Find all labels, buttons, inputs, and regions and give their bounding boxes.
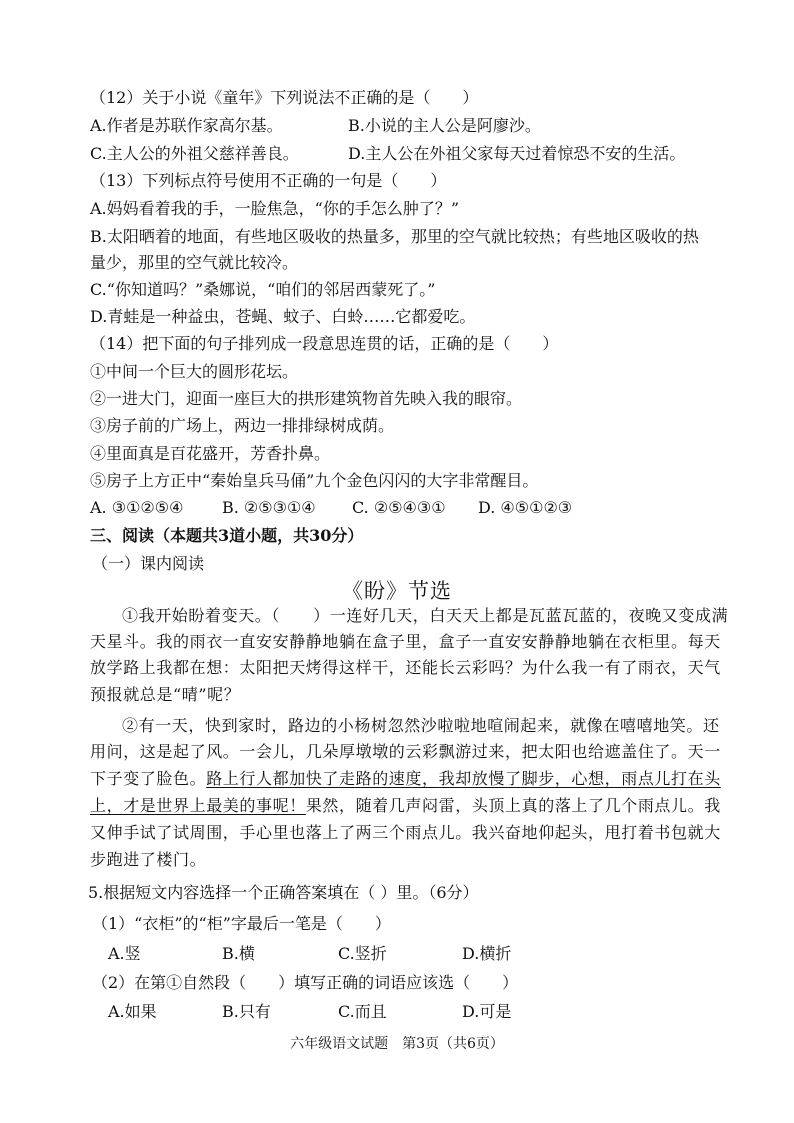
q13-option-c: C.“你知道吗？”桑娜说，“咱们的邻居西蒙死了。”	[90, 280, 436, 299]
q12-option-c: C.主人公的外祖父慈祥善良。	[90, 144, 299, 163]
q14-sentence-1: ①中间一个巨大的圆形花坛。	[90, 362, 299, 381]
q14-stem: （14）把下面的句子排列成一段意思连贯的话，正确的是（ ）	[90, 334, 559, 353]
passage-title: 《盼》节选	[342, 579, 452, 603]
q12-option-d: D.主人公在外祖父家每天过着惊恐不安的生活。	[348, 144, 686, 163]
q13-option-b-line2: 量少，那里的空气就比较冷。	[90, 253, 299, 272]
passage-p2-line3	[90, 771, 721, 787]
q5-stem: 5.根据短文内容选择一个正确答案填在（ ）里。（6分）	[88, 883, 479, 902]
q13-stem: （13）下列标点符号使用不正确的一句是（ ）	[90, 171, 447, 190]
section-heading: 三、阅读（本题共3道小题，共30分）	[90, 526, 364, 545]
q5-sub1-option-a: A.竖	[108, 944, 141, 963]
q14-option-c: C. ②⑤④③①	[352, 498, 446, 517]
q14-option-d: D. ④⑤①②③	[478, 498, 573, 517]
q12-stem: （12）关于小说《童年》下列说法不正确的是（ ）	[90, 88, 479, 107]
q14-sentence-2: ②一进大门，迎面一座巨大的拱形建筑物首先映入我的眼帘。	[90, 389, 523, 408]
passage-p1-line4: 预报就总是“晴”呢？	[90, 685, 241, 704]
passage-p1-line2: 天星斗。我的雨衣一直安安静静地躺在盒子里，盒子一直安安静静地躺在衣柜里。每天	[90, 632, 721, 651]
q5-sub1-option-b: B.横	[222, 944, 255, 963]
passage-p1-line3: 放学路上我都在想：太阳把天烤得这样干，还能长云彩吗？为什么我一有了雨衣，天气	[90, 658, 721, 677]
q14-sentence-4: ④里面真是百花盛开，芳香扑鼻。	[90, 444, 331, 463]
q13-option-d: D.青蛙是一种益虫，苍蝇、蚊子、白蛉……它都爱吃。	[90, 307, 476, 326]
q13-option-b-line1: B.太阳晒着的地面，有些地区吸收的热量多，那里的空气就比较热；有些地区吸收的热	[90, 227, 699, 246]
q12-option-a: A.作者是苏联作家高尔基。	[90, 116, 283, 135]
passage-p2-line5: 又伸手试了试周围，手心里也落上了两三个雨点儿。我兴奋地仰起头，甩打着书包就大	[90, 823, 721, 842]
passage-underlined-1: 路上行人都加快了走路的速度，	[206, 769, 439, 788]
q14-sentence-5: ⑤房子上方正中“秦始皇兵马俑”九个金色闪闪的大字非常醒目。	[90, 471, 539, 490]
passage-underlined-2: 我却放慢了脚步，心想，雨点儿打在头	[438, 769, 721, 788]
q5-sub1-stem: （1）“衣柜”的“柜”字最后一笔是（ ）	[92, 914, 391, 933]
page-footer: 六年级语文试题 第3页（共6页）	[290, 1036, 504, 1052]
q5-sub1-option-d: D.横折	[462, 944, 512, 963]
passage-p2-line1: ②有一天，快到家时，路边的小杨树忽然沙啦啦地喧闹起来，就像在嘻嘻地笑。还	[122, 716, 720, 735]
q13-option-a: A.妈妈看着我的手，一脸焦急，“你的手怎么肿了？”	[90, 199, 460, 218]
passage-underlined-3: 上，才是世界上最美的事呢！	[90, 796, 306, 815]
section-subheading: （一）课内阅读	[92, 554, 205, 573]
q14-sentence-3: ③房子前的广场上，两边一排排绿树成荫。	[90, 416, 395, 435]
passage-p2-line3-a: 下子变了脸色。	[90, 769, 207, 788]
passage-p2-line2: 用问，这是起了风。一会儿，几朵厚墩墩的云彩飘游过来，把太阳也给遮盖住了。天一	[90, 742, 721, 761]
q5-sub2-stem: （2）在第①自然段（ ）填写正确的词语应该选（ ）	[92, 973, 519, 992]
q5-sub2-option-d: D.可是	[462, 1002, 512, 1021]
passage-p2-line6: 步跑进了楼门。	[90, 850, 207, 869]
passage-p2-line4	[90, 798, 721, 814]
passage-p1-line1: ①我开始盼着变天。（ ）一连好几天，白天天上都是瓦蓝瓦蓝的，夜晚又变成满	[122, 606, 729, 625]
q5-sub2-option-c: C.而且	[338, 1002, 387, 1021]
q5-sub2-option-b: B.只有	[222, 1002, 271, 1021]
q14-option-a: A. ③①②⑤④	[90, 498, 184, 517]
q14-option-b: B. ②⑤③①④	[222, 498, 316, 517]
q5-sub1-option-c: C.竖折	[338, 944, 387, 963]
q12-option-b: B.小说的主人公是阿廖沙。	[348, 116, 541, 135]
passage-p2-line4-b: 果然，随着几声闷雷，头顶上真的落上了几个雨点儿。我	[305, 796, 721, 815]
q5-sub2-option-a: A.如果	[108, 1002, 157, 1021]
